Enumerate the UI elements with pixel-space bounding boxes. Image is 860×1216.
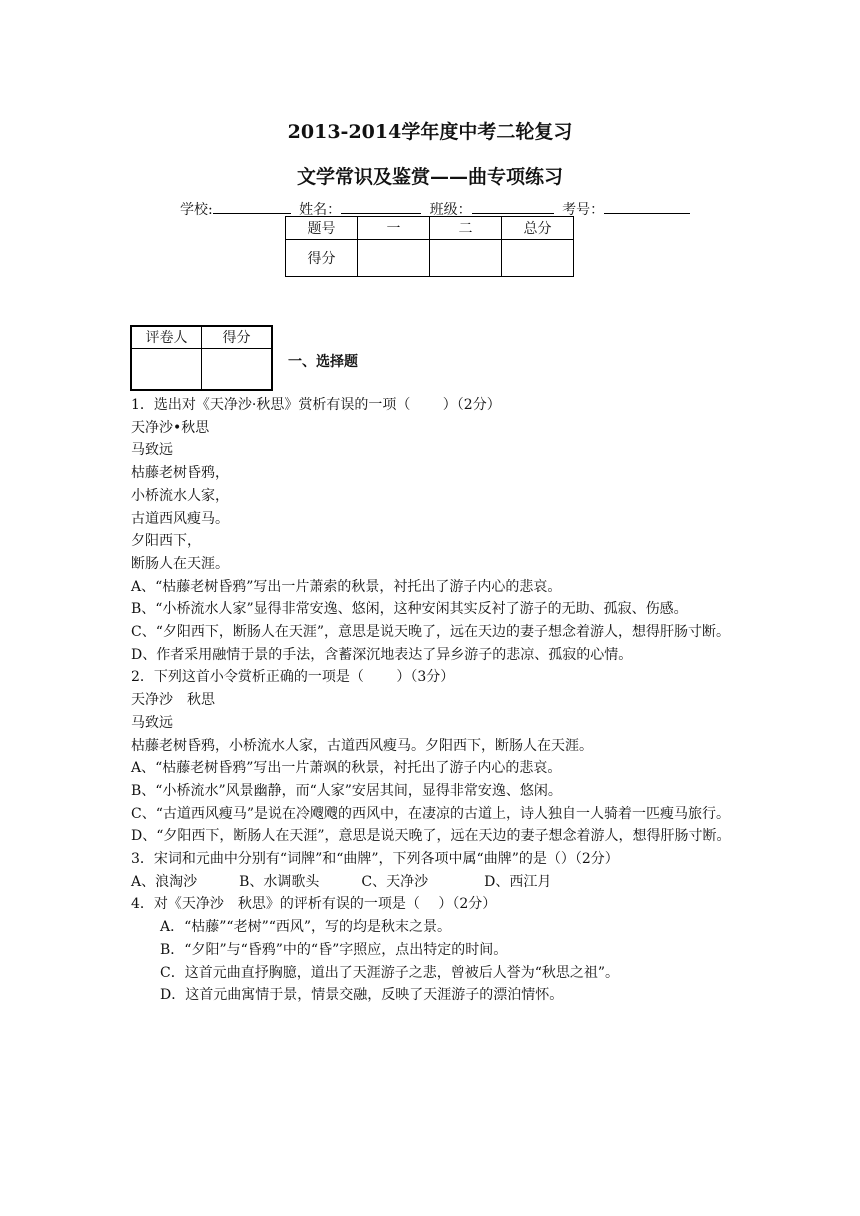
question-2-stem: 2．下列这首小令赏析正确的一项是（ ）（3分） [131, 669, 455, 686]
question-3-stem: 3．宋词和元曲中分别有“词牌”和“曲牌”，下列各项中属“曲牌”的是（）（2分） [131, 851, 619, 868]
poem-line: 夕阳西下， [131, 533, 201, 550]
question-body [131, 394, 731, 1007]
poem-line: 断肠人在天涯。 [131, 555, 229, 572]
name-label: 姓名： [299, 202, 342, 218]
score-table-header: 题号 [286, 217, 358, 240]
grader-cell [131, 348, 202, 390]
poem-author: 马致远 [131, 714, 173, 731]
grader-table [130, 325, 273, 391]
document-title: 2013-2014学年度中考二轮复习 [287, 121, 573, 143]
class-field[interactable] [472, 198, 554, 214]
poem-title: 天净沙 秋思 [131, 692, 215, 709]
grader-header: 得分 [202, 326, 273, 348]
option-c: C．这首元曲直抒胸臆，道出了天涯游子之悲，曾被后人誉为“秋思之祖”。 [160, 964, 620, 981]
name-field[interactable] [341, 198, 421, 214]
exam-number-label: 考号： [562, 202, 605, 218]
score-table-header: 总分 [502, 217, 574, 240]
option-c: C、“夕阳西下，断肠人在天涯”，意思是说天晚了，远在天边的妻子想念着游人，想得肝肠寸断。 [131, 624, 731, 641]
option-d: D、作者采用融情于景的手法，含蓄深沉地表达了异乡游子的悲凉、孤寂的心情。 [131, 646, 633, 663]
score-cell [430, 240, 502, 277]
section-title: 一、选择题 [288, 354, 358, 370]
poem-author: 马致远 [131, 442, 173, 459]
option-b: B、“小桥流水”风景幽静，而“人家”安居其间，显得非常安逸、悠闲。 [131, 782, 562, 799]
option-a: A．“枯藤”“老树”“西风”，写的均是秋末之景。 [160, 919, 452, 936]
option-b: B、“小桥流水人家”显得非常安逸、悠闲，这种安闲其实反衬了游子的无助、孤寂、伤感。 [131, 601, 688, 618]
option-a: A、“枯藤老树昏鸦”写出一片萧索的秋景，衬托出了游子内心的悲哀。 [131, 578, 562, 595]
score-table-header: 一 [358, 217, 430, 240]
poem-text: 枯藤老树昏鸦，小桥流水人家，古道西风瘦马。夕阳西下，断肠人在天涯。 [131, 737, 593, 754]
poem-title: 天净沙•秋思 [131, 419, 210, 436]
score-table-header: 二 [430, 217, 502, 240]
poem-line: 小桥流水人家， [131, 487, 229, 504]
class-label: 班级： [429, 202, 472, 218]
exam-number-field[interactable] [604, 198, 690, 214]
question-4-stem: 4．对《天净沙 秋思》的评析有误的一项是（ ）（2分） [131, 896, 497, 913]
option-b: B．“夕阳”与“昏鸦”中的“昏”字照应，点出特定的时间。 [160, 941, 508, 958]
grader-cell [202, 348, 273, 390]
grader-header: 评卷人 [131, 326, 202, 348]
score-cell [502, 240, 574, 277]
score-row-label: 得分 [286, 240, 358, 277]
option-d: D、“夕阳西下，断肠人在天涯”，意思是说天晚了，远在天边的妻子想念着游人，想得肝肠寸断。 [131, 828, 731, 845]
option-c: C、“古道西风瘦马”是说在冷飕飕的西风中，在凄凉的古道上，诗人独自一人骑着一匹瘦马旅行。 [131, 805, 731, 822]
option-d: D．这首元曲寓情于景，情景交融，反映了天涯游子的漂泊情怀。 [160, 987, 564, 1004]
school-label: 学校: [180, 202, 213, 218]
poem-line: 古道西风瘦马。 [131, 510, 229, 527]
question-3-options: A、浪淘沙 B、水调歌头 C、天净沙 D、西江月 [131, 873, 552, 890]
score-cell [358, 240, 430, 277]
option-a: A、“枯藤老树昏鸦”写出一片萧飒的秋景，衬托出了游子内心的悲哀。 [131, 760, 562, 777]
poem-line: 枯藤老树昏鸦， [131, 465, 229, 482]
score-table [285, 216, 574, 277]
school-field[interactable] [213, 198, 291, 214]
question-1-stem: 1．选出对《天净沙·秋思》赏析有误的一项（ ）（2分） [131, 397, 501, 413]
document-subtitle: 文学常识及鉴赏——曲专项练习 [296, 166, 563, 188]
